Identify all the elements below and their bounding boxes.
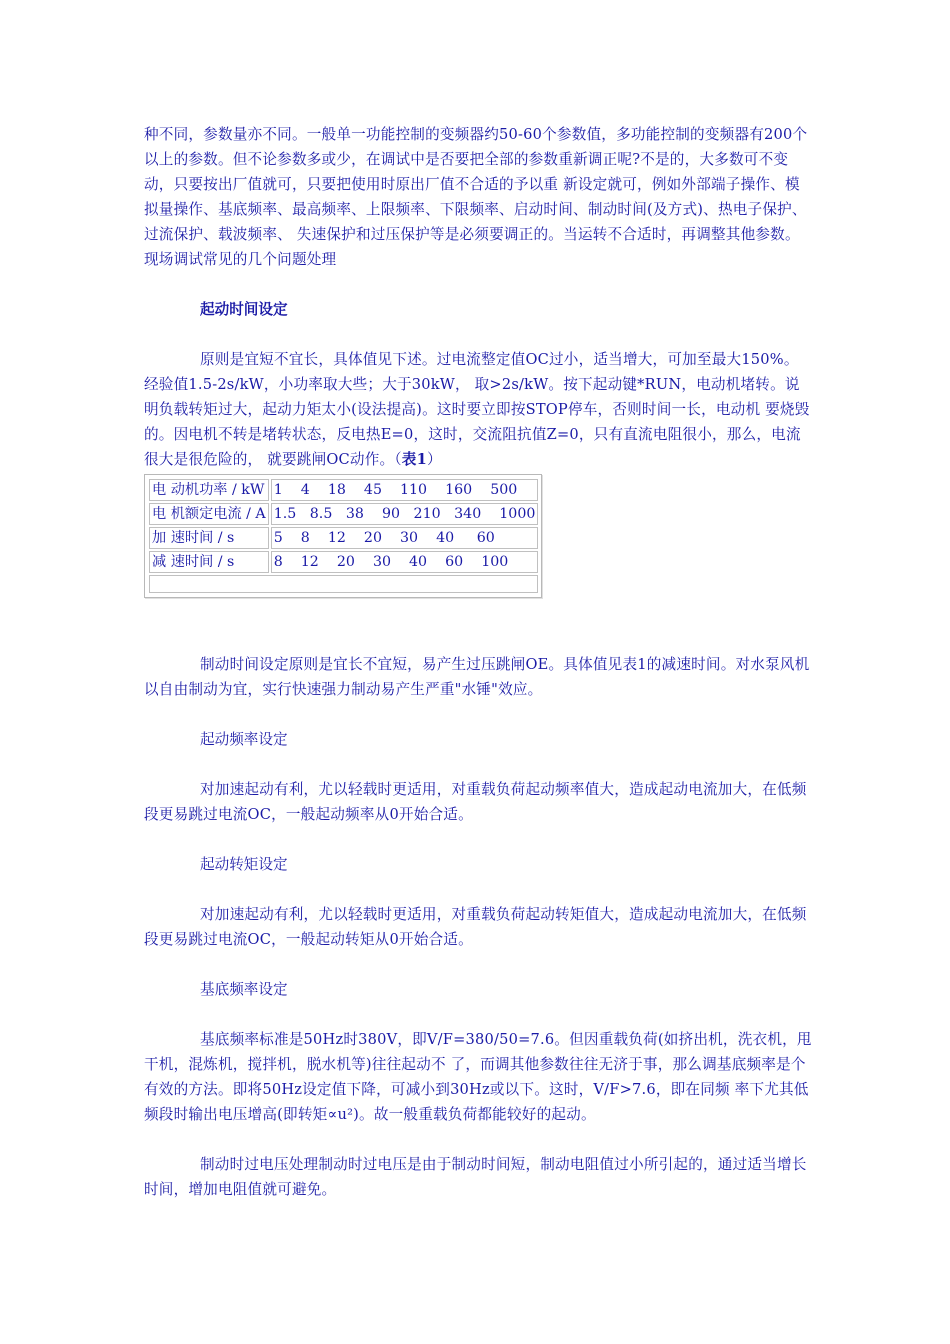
start-torque-paragraph: 对加速起动有利，尤以轻载时更适用，对重载负荷起动转矩值大，造成起动电流加大，在低频段更易跳过电流OC，一般起动转矩从0开始合适。: [144, 906, 807, 948]
table-row-values: 1.5 8.5 38 90 210 340 1000: [271, 503, 539, 525]
table-row-label: 电 动机功率 / kW: [149, 479, 269, 501]
section-title: 现场调试常见的几个问题处理: [144, 251, 337, 268]
braking-time-paragraph: 制动时间设定原则是宜长不宜短，易产生过压跳闸OE。具体值见表1的减速时间。对水泵风机以自由制动为宜，实行快速强力制动易产生严重"水锤"效应。: [144, 656, 810, 698]
table-row-empty: [149, 575, 538, 593]
base-frequency-heading: 基底频率设定: [200, 981, 288, 998]
table-row: [149, 503, 538, 525]
table-row: [149, 551, 538, 573]
startup-time-paragraph: [144, 347, 812, 472]
table-row-label: 电 机额定电流 / A: [149, 503, 269, 525]
start-frequency-heading: 起动频率设定: [200, 731, 288, 748]
table-row: [149, 479, 538, 501]
startup-time-heading: 起动时间设定: [200, 301, 288, 318]
table-row-values: 5 8 12 20 30 40 60: [271, 527, 539, 549]
base-frequency-paragraph: 基底频率标准是50Hz时380V，即V/F=380/50=7.6。但因重载负荷(如挤出机，洗衣机，甩干机，混炼机，搅拌机，脱水机等)往往起动不 了，而调其他参数往往无济于事，那么调基底频率是个有效的方法。即将50Hz设定值下降，可减小到30Hz或以下。这时，V/F>7.6，即在同频 率下尤其低频段时输出电压增高(即转矩∝u²)。故一般重载负荷都能较好的起动。: [144, 1031, 812, 1123]
document-page: [144, 122, 812, 1202]
table-row-values: 8 12 20 30 40 60 100: [271, 551, 539, 573]
overvoltage-paragraph: 制动时过电压处理制动时过电压是由于制动时间短，制动电阻值过小所引起的，通过适当增长时间，增加电阻值就可避免。: [144, 1156, 807, 1198]
parameter-table: [147, 477, 540, 595]
startup-time-text: 原则是宜短不宜长，具体值见下述。过电流整定值OC过小，适当增大，可加至最大150%。经验值1.5-2s/kW，小功率取大些；大于30kW， 取>2s/kW。按下起动键*RUN，电动机堵转。说明负载转矩过大，起动力矩太小(设法提高)。这时要立即按STOP停车，否则时间一长，电动机 要烧毁的。因电机不转是堵转状态，反电热E=0，这时，交流阻抗值Z=0，只有直流电阻很小，那么，电流很大是很危险的， 就要跳闸OC动作。（: [144, 351, 810, 468]
start-torque-heading: 起动转矩设定: [200, 856, 288, 873]
intro-paragraph: 种不同，参数量亦不同。一般单一功能控制的变频器约50-60个参数值，多功能控制的变频器有200个 以上的参数。但不论参数多或少，在调试中是否要把全部的参数重新调正呢?不是的，大多数可不变动，只要按出厂值就可，只要把使用时原出厂值不合适的予以重 新设定就可，例如外部端子操作、模拟量操作、基底频率、最高频率、上限频率、下限频率、启动时间、制动时间(及方式)、热电子保护、过流保护、载波频率、 失速保护和过压保护等是必须要调正的。当运转不合适时，再调整其他参数。: [144, 126, 808, 243]
table-row-label: 加 速时间 / s: [149, 527, 269, 549]
table-row: [149, 527, 538, 549]
parameter-table-container: [144, 474, 542, 598]
table-empty-cell: [149, 575, 538, 593]
startup-time-text-end: ）: [426, 451, 442, 468]
table-reference: 表1: [401, 451, 427, 468]
table-row-values: 1 4 18 45 110 160 500: [271, 479, 539, 501]
table-row-label: 减 速时间 / s: [149, 551, 269, 573]
start-frequency-paragraph: 对加速起动有利，尤以轻载时更适用，对重载负荷起动频率值大，造成起动电流加大，在低频段更易跳过电流OC，一般起动频率从0开始合适。: [144, 781, 807, 823]
